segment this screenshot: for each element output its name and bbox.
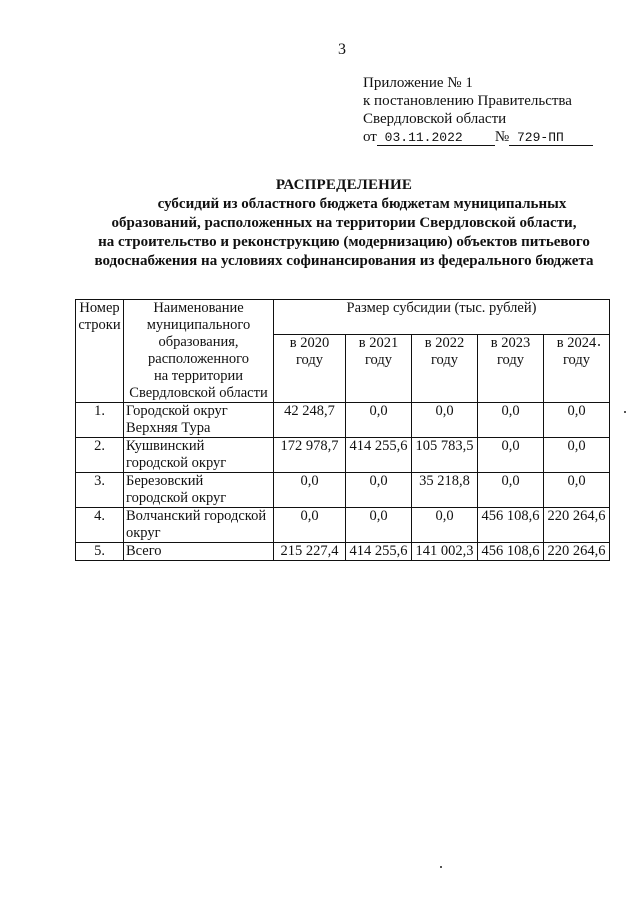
header-row-1 <box>76 300 610 335</box>
appendix-line-1: Приложение № 1 <box>363 75 473 91</box>
header-name <box>124 300 274 403</box>
row-value: 414 255,6 <box>346 543 412 561</box>
row-value: 141 002,3 <box>412 543 478 561</box>
row-value: 456 108,6 <box>478 508 544 543</box>
year-unit: году <box>364 351 393 368</box>
from-label: от <box>363 129 377 145</box>
title-line-1: субсидий из областного бюджета бюджетам муниципальных <box>157 196 567 212</box>
row-name-line: Городской округ <box>126 403 228 419</box>
header-name-line: муниципального <box>146 317 251 333</box>
row-num: 3. <box>76 473 124 508</box>
row-value: 0,0 <box>346 508 412 543</box>
header-name-line: расположенного <box>148 351 249 367</box>
scan-speck <box>598 344 600 346</box>
year-label: в 2024 <box>556 334 597 351</box>
row-num: 1. <box>76 403 124 438</box>
scan-speck <box>440 866 442 868</box>
row-num: 4. <box>76 508 124 543</box>
header-year-2021 <box>346 334 412 402</box>
row-name-line: Березовский <box>126 473 204 489</box>
row-name <box>124 438 274 473</box>
appendix-block <box>363 74 593 146</box>
row-value: 220 264,6 <box>544 543 610 561</box>
row-name-line: Верхняя Тура <box>126 420 211 436</box>
table-row <box>76 438 610 473</box>
row-value: 0,0 <box>478 438 544 473</box>
header-num-line: Номер <box>79 300 120 316</box>
row-num: 5. <box>76 543 124 561</box>
header-subsidy: Размер субсидии (тыс. рублей) <box>274 300 610 335</box>
table-row <box>76 508 610 543</box>
row-value: 35 218,8 <box>412 473 478 508</box>
table-row-total <box>76 543 610 561</box>
row-value: 456 108,6 <box>478 543 544 561</box>
appendix-date-line <box>363 128 593 146</box>
appendix-line-3: Свердловской области <box>363 111 507 127</box>
row-value: 0,0 <box>274 508 346 543</box>
row-name <box>124 543 274 561</box>
header-name-line: образования, <box>158 334 239 350</box>
row-value: 42 248,7 <box>274 403 346 438</box>
row-name-line: Всего <box>126 543 162 559</box>
table-row <box>76 473 610 508</box>
row-name <box>124 508 274 543</box>
scan-speck <box>624 411 626 413</box>
row-value: 0,0 <box>274 473 346 508</box>
row-value: 0,0 <box>544 403 610 438</box>
year-label: в 2023 <box>490 334 531 351</box>
row-value: 105 783,5 <box>412 438 478 473</box>
row-value: 414 255,6 <box>346 438 412 473</box>
header-name-line: на территории <box>153 368 244 384</box>
subsidy-table <box>75 299 610 561</box>
row-value: 0,0 <box>346 403 412 438</box>
date-value: 03.11.2022 <box>384 130 463 145</box>
title-line-4: водоснабжения на условиях софинансирования из федерального бюджета <box>94 253 594 269</box>
date-field <box>377 130 495 146</box>
number-label: № <box>494 129 510 145</box>
year-label: в 2021 <box>358 334 399 351</box>
row-value: 0,0 <box>478 473 544 508</box>
header-num-line: строки <box>78 317 121 333</box>
year-unit: году <box>562 351 591 368</box>
row-name-line: Волчанский городской <box>126 508 267 524</box>
year-unit: году <box>295 351 324 368</box>
header-year-2022 <box>412 334 478 402</box>
header-year-2023 <box>478 334 544 402</box>
year-unit: году <box>430 351 459 368</box>
header-name-line: Свердловской области <box>129 385 268 401</box>
row-value: 220 264,6 <box>544 508 610 543</box>
title-line-2: образований, расположенных на территории Свердловской области, <box>111 215 577 231</box>
row-value: 0,0 <box>544 473 610 508</box>
row-name-line: городской округ <box>126 455 227 471</box>
row-name <box>124 473 274 508</box>
header-year-2020 <box>274 334 346 402</box>
row-name-line: городской округ <box>126 490 227 506</box>
appendix-line-2: к постановлению Правительства <box>363 93 572 109</box>
row-value: 0,0 <box>544 438 610 473</box>
row-num: 2. <box>76 438 124 473</box>
row-value: 0,0 <box>412 403 478 438</box>
row-value: 0,0 <box>412 508 478 543</box>
table-row <box>76 403 610 438</box>
number-field <box>509 130 593 146</box>
header-num <box>76 300 124 403</box>
year-unit: году <box>496 351 525 368</box>
row-name-line: округ <box>126 525 161 541</box>
page-number: 3 <box>338 41 346 58</box>
header-name-line: Наименование <box>153 300 244 316</box>
title-heading: РАСПРЕДЕЛЕНИЕ <box>275 177 413 193</box>
year-label: в 2022 <box>424 334 465 351</box>
title-line-3: на строительство и реконструкцию (модернизацию) объектов питьевого <box>98 234 590 250</box>
row-value: 0,0 <box>346 473 412 508</box>
row-name <box>124 403 274 438</box>
row-name-line: Кушвинский <box>126 438 205 454</box>
row-value: 0,0 <box>478 403 544 438</box>
row-value: 215 227,4 <box>274 543 346 561</box>
document-title <box>88 176 600 271</box>
year-label: в 2020 <box>289 334 330 351</box>
number-value: 729-ПП <box>516 130 564 145</box>
row-value: 172 978,7 <box>274 438 346 473</box>
